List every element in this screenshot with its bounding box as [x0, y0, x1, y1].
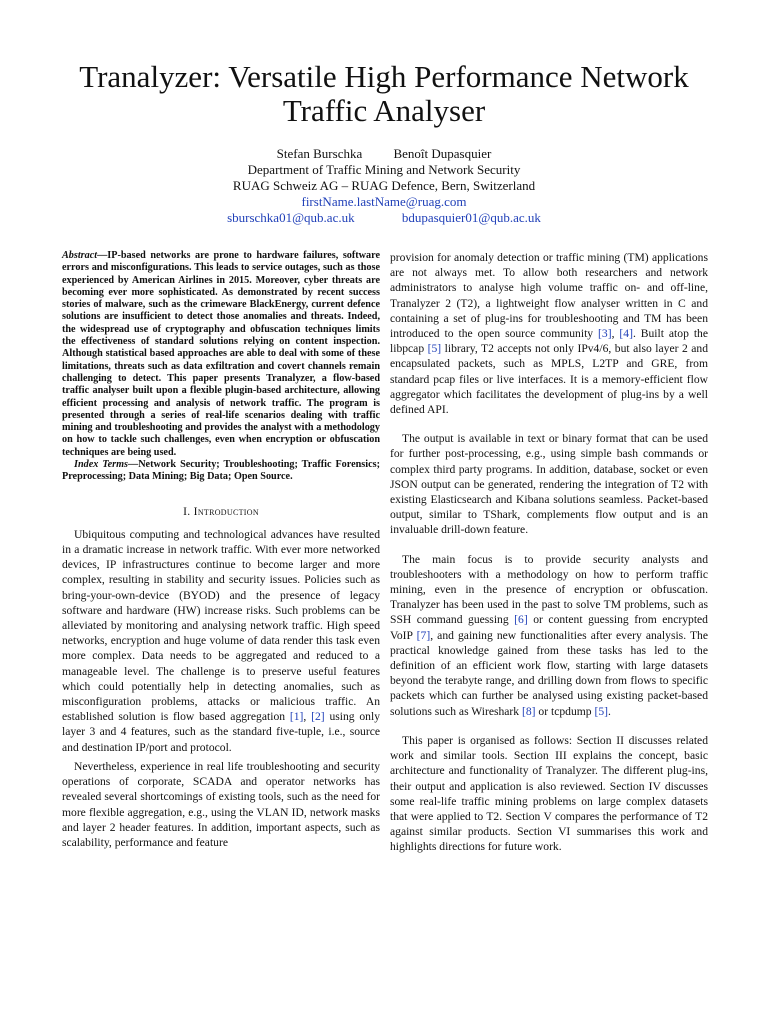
citation-link[interactable]: [4]: [619, 327, 633, 341]
author-names: [0, 146, 768, 162]
paragraph-text: The main focus is to provide security analysts and troubleshooters with a methodology on how to perform traffic mining, even in the presence of encryption or obfuscation. Tranalyzer has been used in the past to solve TM problems, such as SSH command guessing: [390, 552, 708, 627]
paragraph-text: .: [608, 704, 611, 718]
author-name: Benoît Dupasquier: [393, 146, 492, 161]
section-title: Introduction: [193, 504, 259, 518]
right-column: [390, 250, 708, 855]
author-name: Stefan Burschka: [276, 146, 363, 161]
left-column: [62, 250, 380, 850]
index-terms-text: —Network Security; Troubleshooting; Traffic Forensics; Preprocessing; Data Mining; Big Data; Open Source.: [62, 459, 380, 483]
section-number: I.: [183, 504, 194, 518]
citation-link[interactable]: [1]: [289, 710, 304, 724]
paragraph-text: , and gaining new functionalities after every analysis. The practical knowledge gained from these tasks has led to the definition of an efficient work flow, starting with large datasets beyond the terabyte range, and drilling down from flows to specific packets which can further be analysed using existing packet-based solutions such as Wireshark: [390, 628, 709, 718]
paragraph-text: ,: [303, 710, 312, 724]
paragraph-text: or content guessing from encrypted VoIP: [390, 613, 708, 642]
affiliation-department: Department of Traffic Mining and Network Security: [247, 162, 521, 177]
paper-title: Tranalyzer: Versatile High Performance Network Traffic Analyser: [79, 59, 689, 128]
paragraph: The output is available in text or binary format that can be used for further post-processing, e.g., using simple bash commands or complex third party programs. In addition, database, socket or even JSON output can be generated, rendering the integration of T2 with existing Elasticsearch and Kibana solutions seamless. Packet-based output, similar to TShark, complements flow output and is an invaluable drill-down feature.: [390, 432, 708, 537]
paragraph: This paper is organised as follows: Section II discusses related work and similar tools. Section III explains the concept, basic architecture and functionality of Tranalyzer. The different plug-ins, their output and application is also reviewed. Section IV discusses some real-life traffic mining problems on large complex datasets that were applied to T2. Section V compares the performance of T2 against similar products. Section VI summarises this work and highlights directions for future work.: [390, 733, 708, 854]
paragraph: Nevertheless, experience in real life troubleshooting and security operations of corporate, SCADA and operator networks has revealed several shortcomings of existing tools, such as the need for more flexible aggregation, e.g., using the VLAN ID, network masks and layer 2 header features. In addition, important aspects, such as scalability, performance and feature: [62, 759, 380, 849]
citation-link[interactable]: [5]: [594, 704, 608, 718]
paragraph: [390, 552, 708, 719]
abstract: [62, 250, 380, 459]
index-terms-lead: Index Terms: [74, 459, 128, 471]
citation-link[interactable]: [2]: [311, 710, 325, 724]
email-link[interactable]: bdupasquier01@qub.ac.uk: [401, 210, 541, 225]
abstract-lead: Abstract: [62, 250, 98, 261]
paragraph-text: provision for anomaly detection or traffic mining (TM) applications are not always met. To allow both researchers and network administrators to analyse high volume traffic on- and off-line, Tranalyzer 2 (T2), a lightweight flow analyser written in C and containing a set of plug-ins for troubleshooting and TM has been introduced to the open source community: [390, 251, 708, 341]
section-heading-introduction: [62, 504, 380, 519]
author-block: [0, 146, 768, 226]
paragraph: [390, 250, 708, 417]
email-generic-link[interactable]: firstName.lastName@ruag.com: [301, 194, 467, 209]
email-link[interactable]: sburschka01@qub.ac.uk: [227, 210, 355, 225]
citation-link[interactable]: [8]: [522, 704, 536, 718]
paragraph-text: using only layer 3 and 4 features, such as the standard five-tuple, i.e., source and destination IP/port and protocol.: [62, 710, 380, 754]
paragraph-text: or tcpdump: [535, 704, 595, 718]
paragraph-text: . Built atop the libpcap: [390, 327, 708, 356]
paragraph-text: ,: [611, 327, 620, 341]
citation-link[interactable]: [6]: [514, 613, 528, 627]
paragraph-text: Ubiquitous computing and technological advances have resulted in a dramatic increase in network traffic. With ever more networked devices, IP infrastructures continue to become larger and more complex, resulting in stability and security issues. Policies such as bring-your-own-device (BYOD) and the presence of legacy software and hardware (HW) increase risks. Such problems can be alleviated by monitoring and analysing network traffic. High speed networks, encryption and huge volume of data render this task even more complex. Data needs to be aggregated and reduced to a manageable level. The challenge is to preserve useful features which could potentially help in detecting anomalies, such as misconfiguration problems, attacks or malicious traffic. An established solution is flow based aggregation: [62, 527, 380, 724]
affiliation-organisation: RUAG Schweiz AG – RUAG Defence, Bern, Switzerland: [232, 178, 536, 193]
author-emails: [0, 210, 768, 226]
citation-link[interactable]: [5]: [427, 342, 442, 356]
citation-link[interactable]: [7]: [416, 628, 431, 642]
paragraph-text: library, T2 accepts not only IPv4/6, but also layer 2 and encapsulated packets, such as MPLS, L2TP and GRE, from standard pcap files or live interfaces. It is a memory-efficient flow aggregator which facilitates the development of plug-ins by a well defined API.: [390, 342, 708, 417]
abstract-text: —IP-based networks are prone to hardware failures, software errors and misconfigurations. This leads to service outages, such as those experienced by American Airlines in 2015. Moreover, cyber threats are becoming ever more sophisticated. As demonstrated by recent success stories of malware, such as the crimeware BlackEnergy, current defence solutions are insufficient to detect those anomalies and threats. Indeed, the widespread use of cryptography and obfuscation techniques limits the effectiveness of standard solutions relying on content inspection. Although statistical based approaches are able to deal with some of these limitations, threats such as data exfiltration and covert channels remain challenging to detect. This paper presents Tranalyzer, a flow-based traffic analyser built upon a flexible plugin-based architecture, allowing efficient processing and analysis of network traffic. The program is presented through a series of real-life scenarios dealing with traffic mining and troubleshooting and provides the analyst with a methodology on how to tackle such challenges, even when encryption or obfuscation techniques are being used.: [62, 250, 380, 458]
citation-link[interactable]: [3]: [598, 327, 612, 341]
paragraph: [62, 527, 380, 755]
index-terms: [62, 459, 380, 484]
